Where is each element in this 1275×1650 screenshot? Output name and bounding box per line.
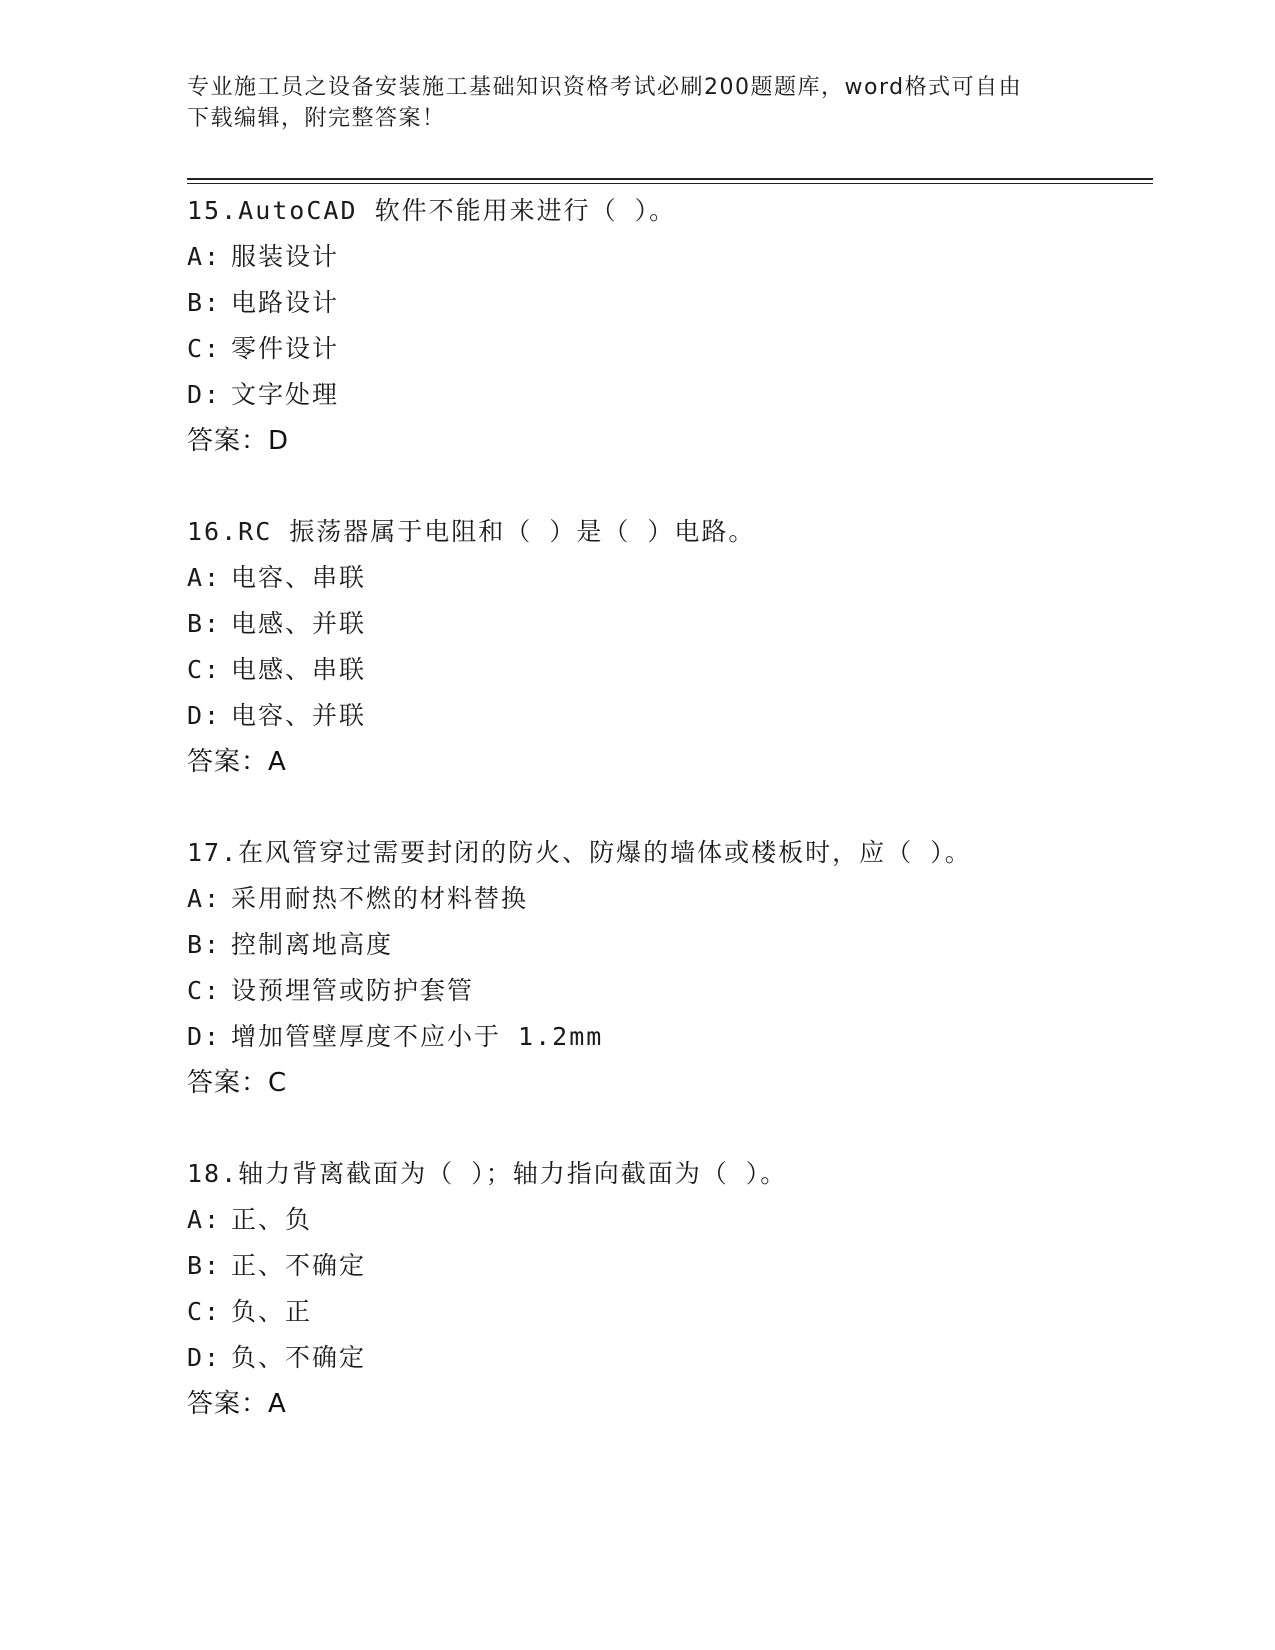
header-divider-thick [187, 178, 1153, 180]
option-text: 正、负 [231, 1205, 313, 1234]
document-header [187, 72, 1067, 134]
answer-line: 答案：A [187, 747, 287, 777]
option-label: C: [187, 976, 222, 1005]
option-text: 电感、串联 [231, 655, 367, 684]
option-label: A: [187, 242, 222, 271]
option-b [187, 922, 1147, 968]
option-label: D: [187, 1343, 222, 1372]
option-text: 电路设计 [231, 288, 340, 317]
option-text: 控制离地高度 [231, 930, 394, 959]
option-text: 负、不确定 [231, 1343, 367, 1372]
question-stem: 18.轴力背离截面为（ ）；轴力指向截面为（ ）。 [187, 1159, 788, 1188]
option-c [187, 968, 1147, 1014]
option-c [187, 647, 1147, 693]
answer-line: 答案：A [187, 1389, 287, 1419]
option-d [187, 372, 1147, 418]
option-text: 采用耐热不燃的材料替换 [231, 884, 529, 913]
option-b [187, 280, 1147, 326]
option-label: B: [187, 288, 222, 317]
option-text: 增加管壁厚度不应小于 1.2mm [231, 1022, 604, 1051]
question-stem: 15.AutoCAD 软件不能用来进行（ ）。 [187, 196, 677, 225]
answer-line: 答案：C [187, 1068, 288, 1098]
option-a [187, 876, 1147, 922]
question-stem: 16.RC 振荡器属于电阻和（ ）是（ ）电路。 [187, 517, 756, 546]
option-c [187, 1289, 1147, 1335]
option-text: 电容、串联 [231, 563, 367, 592]
option-d [187, 693, 1147, 739]
option-label: D: [187, 1022, 222, 1051]
question-18 [187, 1151, 1147, 1427]
question-list [187, 188, 1147, 1472]
option-label: C: [187, 1297, 222, 1326]
option-text: 正、不确定 [231, 1251, 367, 1280]
option-text: 电容、并联 [231, 701, 367, 730]
option-label: A: [187, 1205, 222, 1234]
question-stem: 17.在风管穿过需要封闭的防火、防爆的墙体或楼板时，应（ ）。 [187, 838, 972, 867]
option-d [187, 1014, 1147, 1060]
option-label: B: [187, 1251, 222, 1280]
option-a [187, 234, 1147, 280]
option-text: 文字处理 [231, 380, 340, 409]
question-16 [187, 509, 1147, 785]
option-a [187, 1197, 1147, 1243]
option-label: C: [187, 655, 222, 684]
option-label: B: [187, 609, 222, 638]
option-label: C: [187, 334, 222, 363]
question-17 [187, 830, 1147, 1106]
option-b [187, 601, 1147, 647]
option-b [187, 1243, 1147, 1289]
option-text: 电感、并联 [231, 609, 367, 638]
option-label: D: [187, 380, 222, 409]
option-a [187, 555, 1147, 601]
option-text: 负、正 [231, 1297, 313, 1326]
option-label: B: [187, 930, 222, 959]
question-15 [187, 188, 1147, 464]
option-c [187, 326, 1147, 372]
header-divider-thin [187, 183, 1153, 184]
option-text: 零件设计 [231, 334, 340, 363]
option-label: D: [187, 701, 222, 730]
answer-line: 答案：D [187, 426, 290, 456]
option-d [187, 1335, 1147, 1381]
option-text: 设预埋管或防护套管 [231, 976, 475, 1005]
option-text: 服装设计 [231, 242, 340, 271]
header-line-2: 下载编辑，附完整答案！ [187, 106, 446, 131]
option-label: A: [187, 884, 222, 913]
header-line-1: 专业施工员之设备安装施工基础知识资格考试必刷200题题库，word格式可自由 [187, 75, 1023, 100]
option-label: A: [187, 563, 222, 592]
